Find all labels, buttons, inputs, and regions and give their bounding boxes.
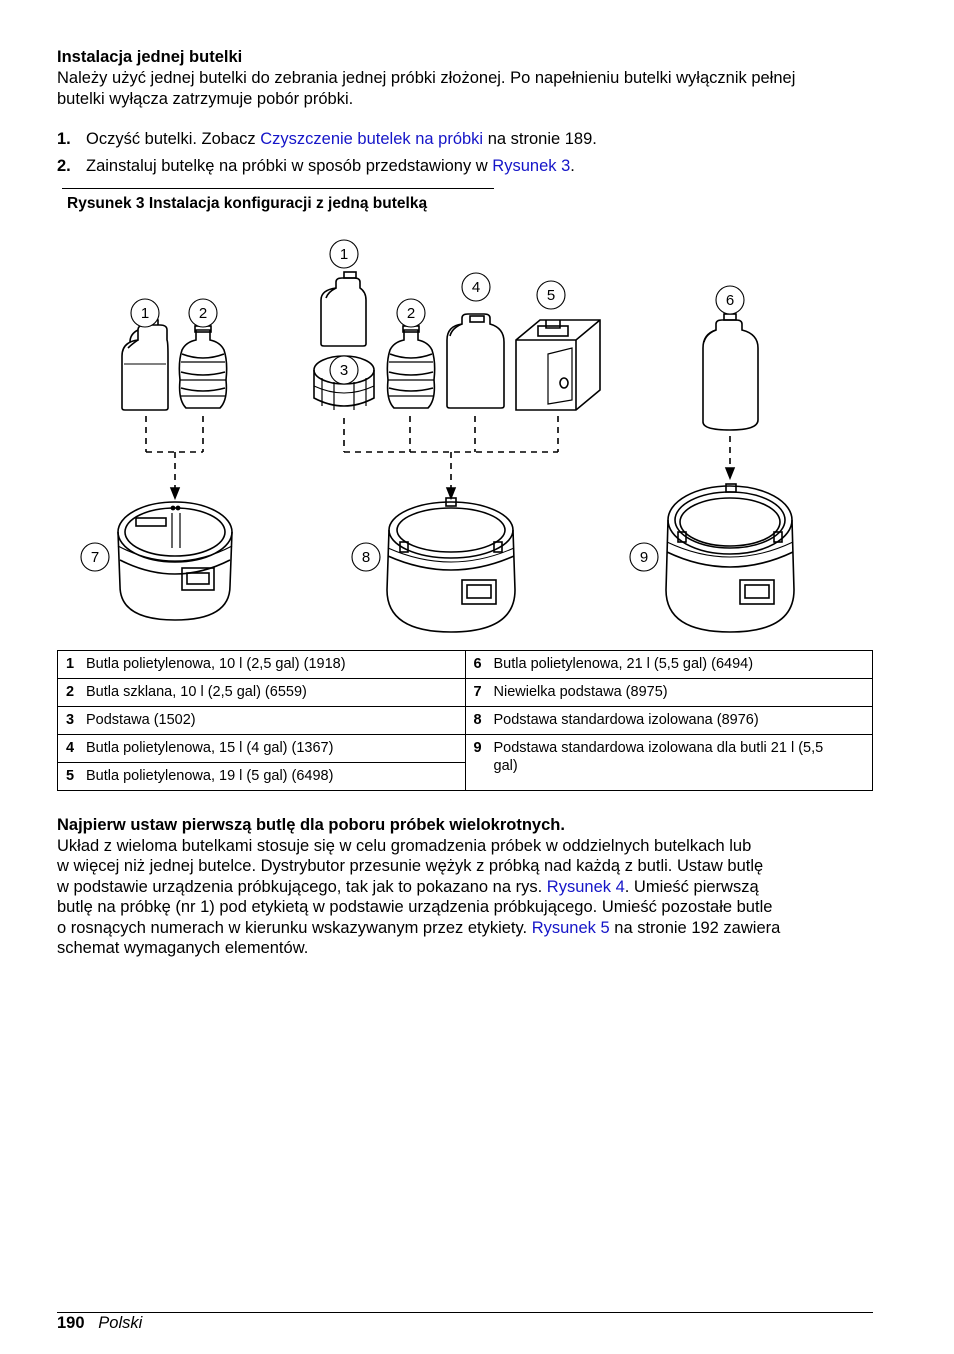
legend-value: Butla polietylenowa, 10 l (2,5 gal) (1918) [86, 656, 346, 672]
legend-cell [465, 651, 873, 679]
insulated-base-9-icon [666, 484, 794, 632]
legend-value: Butla polietylenowa, 21 l (5,5 gal) (6494) [493, 656, 754, 672]
figure-legend-table [57, 650, 873, 791]
callout-label: 2 [198, 305, 208, 322]
bottle-poly-15l-icon [447, 314, 504, 408]
section-heading-multi-bottle: Najpierw ustaw pierwszą butlę dla poboru próbek wielokrotnych. [57, 816, 565, 834]
table-row [58, 735, 873, 763]
arrow-down-left-icon [171, 488, 179, 498]
callout-label: 4 [471, 279, 481, 296]
body-line: butlę na próbkę (nr 1) pod etykietą w podstawie urządzenia próbkującego. Umieść pozostałe butle [57, 898, 773, 916]
body-text: . Umieść pierwszą [624, 878, 759, 896]
body-line [57, 918, 877, 939]
link-figure-5[interactable]: Rysunek 5 [531, 919, 610, 937]
callout-label: 3 [339, 362, 349, 379]
callout-label: 5 [546, 287, 556, 304]
step-2-text: Zainstaluj butelkę na próbki w sposób przedstawiony w [86, 157, 493, 175]
legend-value: Podstawa standardowa izolowana (8976) [493, 712, 759, 728]
link-figure-3[interactable]: Rysunek 3 [492, 157, 571, 175]
legend-key: 3 [66, 712, 75, 728]
link-bottle-cleaning[interactable]: Czyszczenie butelek na próbki [260, 130, 484, 148]
step-2 [57, 156, 877, 177]
legend-key: 6 [473, 656, 482, 672]
body-text: na stronie 192 zawiera [609, 919, 781, 937]
bottle-poly-10l-icon [122, 320, 168, 410]
bottle-glass-10l-icon [179, 326, 226, 408]
body-line: Układ z wieloma butelkami stosuje się w celu gromadzenia próbek w oddzielnych butelkach lub [57, 837, 752, 855]
step-2-suffix: . [570, 157, 575, 175]
footer-language: Polski [98, 1314, 143, 1332]
step-1 [57, 129, 877, 150]
connector-left [146, 416, 203, 492]
callout-label: 6 [725, 292, 735, 309]
figure-top-rule [62, 188, 494, 189]
figure-caption: Rysunek 3 Instalacja konfiguracji z jedną butelką [67, 195, 428, 212]
callout-label: 8 [361, 549, 371, 566]
bottle-poly-10l-top-icon [321, 272, 366, 346]
legend-cell [465, 679, 873, 707]
step-1-text: Oczyść butelki. Zobacz [86, 130, 261, 148]
legend-cell [58, 707, 466, 735]
legend-key: 5 [66, 768, 75, 784]
legend-key: 2 [66, 684, 75, 700]
legend-cell [58, 763, 466, 791]
body-text: o rosnących numerach w kierunku wskazywanym przez etykiety. [57, 919, 532, 937]
legend-value: Niewielka podstawa (8975) [493, 684, 668, 700]
footer-rule [57, 1312, 873, 1313]
intro-line-1: Należy użyć jednej butelki do zebrania jednej próbki złożonej. Po napełnieniu butelki wyłącznik pełnej [57, 69, 796, 87]
body-line [57, 877, 877, 898]
callout-label: 1 [140, 305, 150, 322]
legend-value: Podstawa standardowa izolowana dla butli 21 l (5,5 gal) [493, 740, 824, 774]
legend-cell [58, 679, 466, 707]
legend-cell [465, 735, 873, 791]
callout-label: 9 [639, 549, 649, 566]
legend-key: 1 [66, 656, 75, 672]
footer [57, 1313, 142, 1334]
step-1-number: 1. [57, 130, 71, 148]
small-base-7-icon [118, 502, 232, 620]
step-1-suffix: na stronie 189. [483, 130, 597, 148]
legend-value: Butla polietylenowa, 19 l (5 gal) (6498) [86, 768, 334, 784]
callout-label: 1 [339, 246, 349, 263]
legend-key: 7 [473, 684, 482, 700]
bottle-poly-21l-icon [703, 314, 758, 430]
page-number: 190 [57, 1314, 85, 1332]
legend-cell [465, 707, 873, 735]
legend-key: 8 [473, 712, 482, 728]
legend-value: Butla szklana, 10 l (2,5 gal) (6559) [86, 684, 307, 700]
link-figure-4[interactable]: Rysunek 4 [546, 878, 625, 896]
callout-label: 2 [406, 305, 416, 322]
legend-value: Podstawa (1502) [86, 712, 196, 728]
table-row [58, 651, 873, 679]
body-text: w podstawie urządzenia próbkującego, tak jak to pokazano na rys. [57, 878, 547, 896]
legend-key: 9 [473, 740, 482, 756]
standard-base-8-icon [387, 498, 515, 632]
legend-value: Butla polietylenowa, 15 l (4 gal) (1367) [86, 740, 334, 756]
arrow-down-right-icon [726, 468, 734, 478]
intro-line-2: butelki wyłącza zatrzymuje pobór próbki. [57, 90, 354, 108]
connector-middle [344, 416, 558, 492]
callout-labels [91, 246, 734, 566]
step-2-number: 2. [57, 157, 71, 175]
legend-cell [58, 651, 466, 679]
section-heading-single-bottle: Instalacja jednej butelki [57, 48, 243, 66]
arrow-down-middle-icon [447, 488, 455, 498]
table-row [58, 707, 873, 735]
body-line: w więcej niż jednej butelce. Dystrybutor przesunie wężyk z próbką nad każdą z butli. Ustaw butlę [57, 857, 764, 875]
table-row [58, 679, 873, 707]
callout-label: 7 [90, 549, 100, 566]
body-line: schemat wymaganych elementów. [57, 939, 309, 957]
bottle-glass-10l-middle-icon [387, 326, 434, 408]
figure-illustration [60, 230, 880, 640]
bottle-poly-19l-icon [516, 320, 600, 410]
legend-cell [58, 735, 466, 763]
legend-key: 4 [66, 740, 75, 756]
